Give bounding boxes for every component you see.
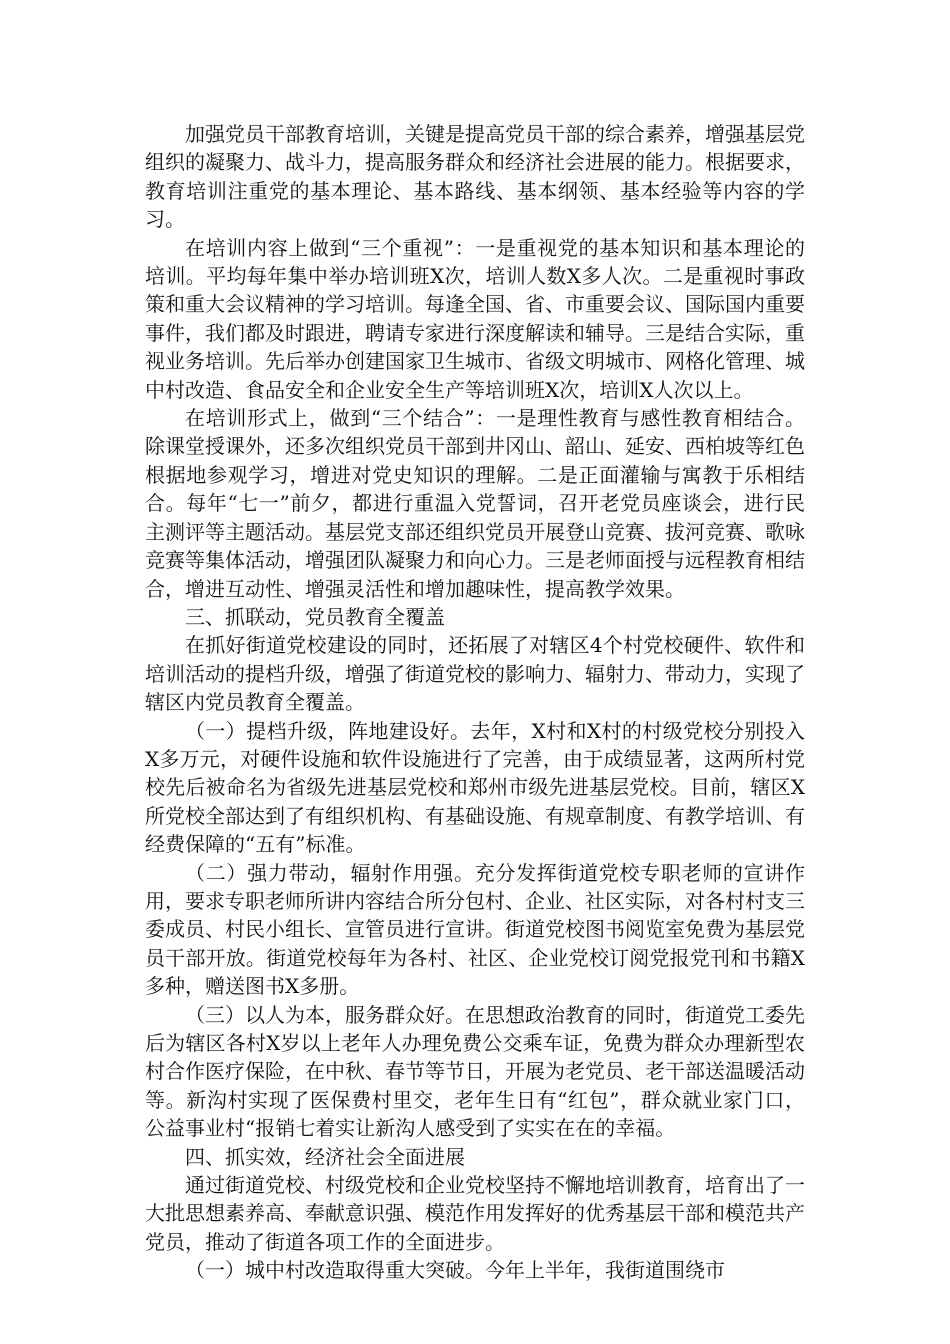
paragraph-upgrade: （一）提档升级，阵地建设好。去年，X村和X村的村级党校分别投入X多万元，对硬件设施和软件设施进行了完善，由于成绩显著，这两所村党校先后被命名为省级先进基层党校和郑州市级先进基层党校。目前，辖区X所党校全部达到了有组织机构、有基础设施、有规章制度、有教学培训、有经费保障的“五有”标准。 [145, 718, 805, 857]
paragraph-linkage: 在抓好街道党校建设的同时，还拓展了对辖区4个村党校硬件、软件和培训活动的提档升级，增强了街道党校的影响力、辐射力、带动力，实现了辖区内党员教育全覆盖。 [145, 633, 805, 715]
paragraph-training-form: 在培训形式上，做到“三个结合”：一是理性教育与感性教育相结合。除课堂授课外，还多次组织党员干部到井冈山、韶山、延安、西柏坡等红色根据地参观学习，增进对党史知识的理解。二是正面灌输与寓教于乐相结合。每年“七一”前夕，都进行重温入党誓词，召开老党员座谈会，进行民主测评等主题活动。基层党支部还组织党员开展登山竞赛、拔河竞赛、歌咏竞赛等集体活动，增强团队凝聚力和向心力。三是老师面授与远程教育相结合，增进互动性、增强灵活性和增加趣味性，提高教学效果。 [145, 406, 805, 601]
paragraph-radiation: （二）强力带动，辐射作用强。充分发挥街道党校专职老师的宣讲作用，要求专职老师所讲内容结合所分包村、企业、社区实际，对各村村支三委成员、村民小组长、宣管员进行宣讲。街道党校图书阅览室免费为基层党员干部开放。街道党校每年为各村、社区、企业党校订阅党报党刊和书籍X多种，赠送图书X多册。 [145, 860, 805, 999]
section-heading-3: 三、抓联动，党员教育全覆盖 [185, 604, 445, 629]
paragraph-training-key: 加强党员干部教育培训，关键是提高党员干部的综合素养，增强基层党组织的凝聚力、战斗力，提高服务群众和经济社会进展的能力。根据要求，教育培训注重党的基本理论、基本路线、基本纲领、基本经验等内容的学习。 [145, 122, 805, 232]
section-heading-4: 四、抓实效，经济社会全面进展 [185, 1144, 465, 1169]
paragraph-service: （三）以人为本，服务群众好。在思想政治教育的同时，街道党工委先后为辖区各村X岁以上老年人办理免费公交乘车证，免费为群众办理新型农村合作医疗保险，在中秋、春节等节日，开展为老党员、老干部送温暖活动等。新沟村实现了医保费村里交，老年生日有“红包”，群众就业家门口，公益事业村“报销七着实让新沟人感受到了实实在在的幸福。 [145, 1002, 805, 1141]
document-body [145, 120, 805, 1285]
paragraph-training-content: 在培训内容上做到“三个重视”：一是重视党的基本知识和基本理论的培训。平均每年集中举办培训班X次，培训人数X多人次。二是重视时事政策和重大会议精神的学习培训。每逢全国、省、市重要会议、国际国内重要事件，我们都及时跟进，聘请专家进行深度解读和辅导。三是结合实际，重视业务培训。先后举办创建国家卫生城市、省级文明城市、网格化管理、城中村改造、食品安全和企业安全生产等培训班X次，培训X人次以上。 [145, 235, 805, 402]
paragraph-village-renewal: （一）城中村改造取得重大突破。今年上半年，我街道围绕市 [185, 1258, 725, 1283]
paragraph-results: 通过街道党校、村级党校和企业党校坚持不懈地培训教育，培育出了一大批思想素养高、奉献意识强、模范作用发挥好的优秀基层干部和模范共产党员，推动了街道各项工作的全面进步。 [145, 1173, 805, 1254]
